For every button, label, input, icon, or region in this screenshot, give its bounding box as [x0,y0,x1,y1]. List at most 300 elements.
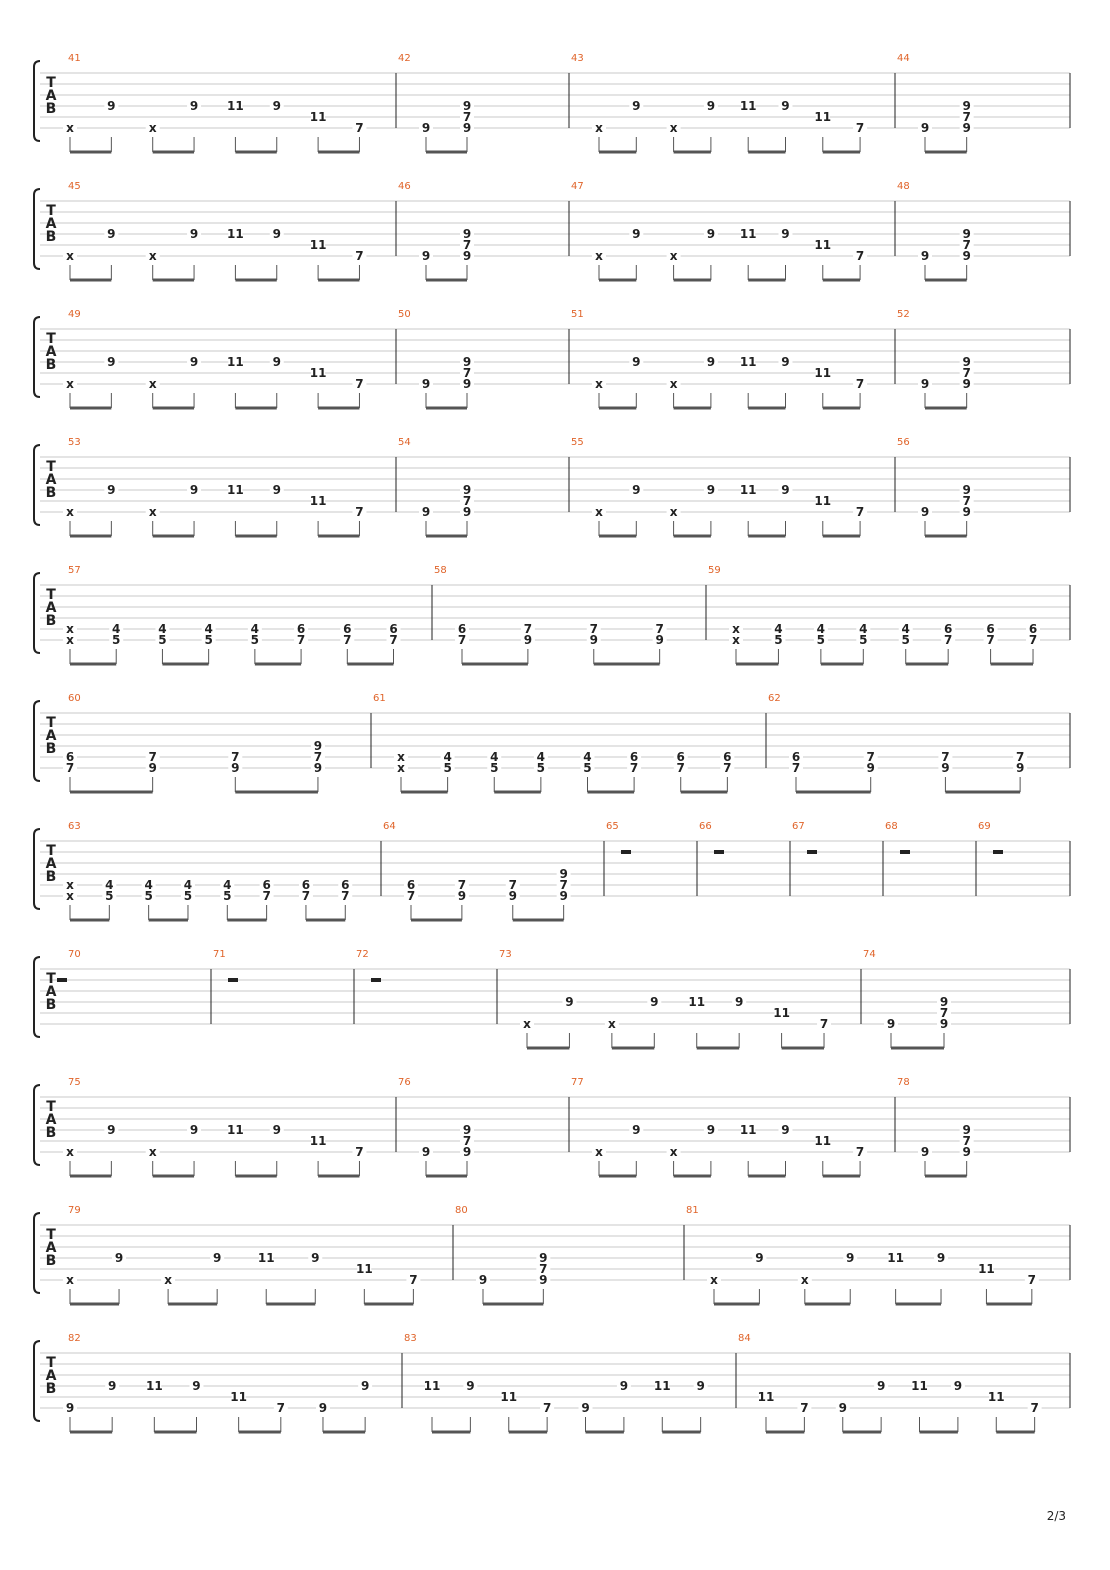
fret-number: 7 [855,1145,865,1159]
fret-number: 9 [781,355,790,369]
tab-clef-letter: B [45,485,57,501]
tab-clef-letter: B [45,869,57,885]
fret-number: 9 [65,1401,75,1415]
fret-number: 9 [632,355,641,369]
fret-number: x [148,505,157,519]
fret-number: 6 [791,750,801,764]
fret-number: 7 [855,377,865,391]
fret-number: 4 [158,622,167,636]
tab-system [34,693,1070,792]
fret-number: 9 [466,1379,475,1393]
fret-number: 9 [1015,761,1025,775]
fret-number: 9 [462,99,472,113]
fret-number: 9 [781,227,790,241]
fret-number: 9 [920,377,930,391]
measure-number: 74 [863,949,876,960]
fret-number: 11 [309,366,327,380]
fret-number: 5 [183,889,193,903]
fret-number: 9 [457,889,467,903]
fret-number: 9 [706,99,716,113]
fret-number: 9 [462,227,472,241]
fret-number: 9 [706,227,716,241]
fret-number: 9 [920,1145,930,1159]
fret-number: x [800,1273,809,1287]
fret-number: 5 [901,633,910,647]
fret-number: 9 [189,227,199,241]
fret-number: 9 [632,483,641,497]
fret-number: 9 [632,1123,641,1137]
tab-clef-letter: A [45,472,57,488]
tab-clef-letter: A [45,984,57,1000]
tab-clef-letter: A [45,600,57,616]
fret-number: 9 [565,995,574,1009]
fret-number: 9 [272,227,281,241]
measure-number: 75 [68,1077,81,1088]
fret-number: 11 [355,1262,373,1276]
measure-number: 77 [571,1077,584,1088]
fret-number: 7 [1027,1273,1037,1287]
measure-number: 67 [792,821,805,832]
fret-number: 11 [423,1379,441,1393]
fret-number: x [66,505,74,519]
fret-number: 9 [462,1123,472,1137]
measure-number: 78 [897,1077,910,1088]
fret-number: 6 [301,878,311,892]
fret-number: 7 [855,505,865,519]
measure-number: 83 [404,1333,417,1344]
tab-system [34,309,1070,408]
fret-number: 4 [105,878,114,892]
fret-number: 11 [757,1390,775,1404]
fret-number: 7 [629,761,639,775]
fret-number: 6 [296,622,306,636]
fret-number: 9 [313,761,323,775]
fret-number: 5 [144,889,153,903]
fret-number: 7 [355,121,364,135]
fret-number: x [397,750,405,764]
fret-number: 11 [739,483,757,497]
fret-number: 7 [559,878,568,892]
tab-clef-letter: T [46,715,56,731]
system-bracket [34,61,40,141]
fret-number: 7 [855,249,865,263]
fret-number: 6 [389,622,398,636]
measure-number: 61 [373,693,386,704]
tab-system [34,821,1070,920]
tab-clef-letter: T [46,587,56,603]
fret-number: 9 [939,995,949,1009]
fret-number: 9 [189,1123,199,1137]
tab-clef-letter: T [46,1355,56,1371]
measure-number: 73 [499,949,512,960]
fret-number: 9 [581,1401,590,1415]
fret-number: x [607,1017,616,1031]
fret-number: 9 [781,483,790,497]
fret-number: 7 [962,238,971,252]
tab-system [34,1205,1070,1304]
fret-number: x [66,1273,74,1287]
fret-number: 7 [1015,750,1025,764]
fret-number: 7 [866,750,875,764]
fret-number: 7 [508,878,517,892]
fret-number: 6 [986,622,995,636]
tab-system [34,565,1070,664]
fret-number: 9 [559,889,568,903]
fret-number: x [66,377,74,391]
fret-number: 9 [189,99,199,113]
measure-number: 59 [708,565,721,576]
fret-number: 11 [145,1379,163,1393]
fret-number: 11 [309,1134,327,1148]
tab-clef-letter: B [45,613,57,629]
fret-number: 5 [105,889,114,903]
tab-clef-letter: A [45,216,57,232]
whole-rest [714,850,724,854]
fret-number: 9 [148,761,157,775]
fret-number: 9 [962,1145,971,1159]
fret-number: 9 [189,355,199,369]
fret-number: 9 [962,377,971,391]
fret-number: 11 [739,355,757,369]
fret-number: 11 [500,1390,518,1404]
fret-number: x [732,633,740,647]
fret-number: 11 [309,494,327,508]
fret-number: 9 [920,121,930,135]
measure-number: 84 [738,1333,751,1344]
tab-clef-letter: T [46,203,56,219]
fret-number: 5 [250,633,260,647]
fret-number: x [595,505,603,519]
fret-number: 6 [676,750,685,764]
fret-number: 7 [1030,1401,1039,1415]
fret-number: 7 [406,889,416,903]
fret-number: 7 [539,1262,548,1276]
fret-number: 7 [723,761,732,775]
fret-number: 11 [227,1123,244,1137]
tab-system [34,1333,1070,1432]
measure-number: 62 [768,693,781,704]
system-bracket [34,189,40,269]
fret-number: 9 [462,377,472,391]
fret-number: 7 [462,494,472,508]
fret-number: 11 [739,227,757,241]
fret-number: 9 [781,99,790,113]
fret-number: 4 [816,622,826,636]
fret-number: 4 [183,878,193,892]
fret-number: x [148,249,157,263]
fret-number: 9 [781,1123,790,1137]
tab-clef-letter: A [45,856,57,872]
fret-number: 6 [723,750,732,764]
fret-number: x [669,505,678,519]
fret-number: x [669,377,678,391]
fret-number: 9 [272,355,281,369]
fret-number: 7 [962,494,971,508]
fret-number: 7 [355,1145,364,1159]
fret-number: 9 [478,1273,488,1287]
fret-number: 7 [589,622,598,636]
fret-number: 9 [421,249,431,263]
fret-number: 9 [311,1251,320,1265]
fret-number: 7 [1028,633,1038,647]
measure-number: 48 [897,181,910,192]
measure-number: 69 [978,821,991,832]
fret-number: 11 [688,995,706,1009]
fret-number: 11 [309,238,327,252]
measure-number: 43 [571,53,584,64]
fret-number: 6 [262,878,271,892]
fret-number: 9 [962,121,971,135]
fret-number: 6 [65,750,75,764]
fret-number: 9 [962,1123,971,1137]
fret-number: x [669,121,678,135]
measure-number: 41 [68,53,81,64]
system-bracket [34,1341,40,1421]
fret-number: 7 [313,750,323,764]
measure-number: 82 [68,1333,81,1344]
whole-rest [993,850,1003,854]
fret-number: 9 [559,867,568,881]
fret-number: 9 [886,1017,896,1031]
fret-number: x [66,1145,74,1159]
tab-clef-letter: A [45,728,57,744]
fret-number: 4 [112,622,121,636]
fret-number: 9 [318,1401,328,1415]
fret-number: 9 [272,483,281,497]
whole-rest [900,850,910,854]
fret-number: 6 [341,878,350,892]
fret-number: 4 [443,750,452,764]
fret-number: 9 [962,99,971,113]
fret-number: 9 [107,1123,116,1137]
fret-number: 9 [107,99,116,113]
fret-number: 7 [943,633,953,647]
measure-number: 80 [455,1205,468,1216]
fret-number: 9 [846,1251,855,1265]
fret-number: 11 [227,227,244,241]
fret-number: 9 [632,99,641,113]
fret-number: 9 [508,889,517,903]
measure-number: 42 [398,53,411,64]
fret-number: 9 [272,1123,281,1137]
fret-number: 7 [343,633,352,647]
tab-clef-letter: A [45,1112,57,1128]
fret-number: 7 [800,1401,809,1415]
fret-number: 11 [814,110,832,124]
fret-number: 9 [107,227,116,241]
fret-number: 5 [443,761,452,775]
fret-number: x [66,878,74,892]
fret-number: 5 [859,633,868,647]
fret-number: x [66,889,74,903]
fret-number: 9 [421,377,431,391]
fret-number: 5 [112,633,121,647]
fret-number: 7 [355,505,364,519]
fret-number: 9 [920,249,930,263]
measure-number: 81 [686,1205,699,1216]
fret-number: 5 [536,761,546,775]
fret-number: 11 [230,1390,248,1404]
fret-number: 9 [462,249,472,263]
fret-number: x [66,249,74,263]
fret-number: 9 [360,1379,370,1393]
measure-number: 72 [356,949,369,960]
system-bracket [34,701,40,781]
tab-clef-letter: T [46,843,56,859]
fret-number: 9 [192,1379,201,1393]
fret-number: 7 [855,121,865,135]
measure-number: 71 [213,949,226,960]
fret-number: 4 [490,750,499,764]
fret-number: 7 [523,622,533,636]
fret-number: 7 [457,633,467,647]
fret-number: 7 [962,110,971,124]
tab-clef-letter: A [45,1240,57,1256]
fret-number: 9 [107,483,116,497]
fret-number: 9 [936,1251,946,1265]
fret-number: 6 [457,622,467,636]
fret-number: 7 [462,366,472,380]
measure-number: 70 [68,949,81,960]
fret-number: 9 [838,1401,847,1415]
fret-number: 5 [583,761,592,775]
tab-system [34,949,1070,1048]
tab-clef-letter: B [45,1381,57,1397]
fret-number: 6 [943,622,953,636]
fret-number: 7 [389,633,398,647]
fret-number: x [66,121,74,135]
fret-number: 5 [490,761,499,775]
fret-number: 11 [227,355,244,369]
fret-number: 9 [421,505,431,519]
fret-number: 4 [774,622,783,636]
fret-number: 7 [462,110,472,124]
tab-clef-letter: A [45,344,57,360]
fret-number: x [66,633,74,647]
fret-number: 5 [774,633,783,647]
measure-number: 51 [571,309,584,320]
fret-number: 11 [739,99,757,113]
tab-clef-letter: B [45,101,57,117]
measure-number: 53 [68,437,81,448]
tab-clef-letter: A [45,1368,57,1384]
fret-number: 9 [313,739,323,753]
fret-number: 11 [739,1123,757,1137]
fret-number: 4 [144,878,153,892]
whole-rest [371,978,381,982]
fret-number: 6 [1028,622,1038,636]
fret-number: 9 [462,121,472,135]
fret-number: 9 [231,761,240,775]
fret-number: 4 [901,622,910,636]
fret-number: 9 [462,505,472,519]
fret-number: 6 [343,622,352,636]
page-number: 2/3 [1046,1509,1066,1523]
fret-number: 11 [887,1251,904,1265]
fret-number: 7 [355,377,364,391]
fret-number: 11 [814,238,832,252]
fret-number: 5 [816,633,826,647]
fret-number: 7 [231,750,240,764]
fret-number: 11 [257,1251,275,1265]
fret-number: 6 [629,750,639,764]
measure-number: 66 [699,821,712,832]
system-bracket [34,445,40,525]
fret-number: x [164,1273,172,1287]
measure-number: 63 [68,821,81,832]
tab-clef-letter: B [45,741,57,757]
fret-number: 7 [791,761,801,775]
fret-number: 9 [421,121,431,135]
measure-number: 58 [434,565,447,576]
measure-number: 64 [383,821,396,832]
measure-number: 55 [571,437,584,448]
system-bracket [34,957,40,1037]
fret-number: 7 [301,889,311,903]
tab-clef-letter: T [46,1099,56,1115]
fret-number: 11 [309,110,327,124]
fret-number: 9 [107,1379,117,1393]
fret-number: 9 [953,1379,963,1393]
fret-number: 11 [227,99,244,113]
fret-number: 9 [876,1379,886,1393]
whole-rest [807,850,817,854]
fret-number: 7 [409,1273,418,1287]
fret-number: 7 [941,750,950,764]
fret-number: 9 [462,1145,472,1159]
fret-number: 4 [583,750,592,764]
tab-clef-letter: T [46,971,56,987]
tab-system [34,53,1070,152]
tab-clef-letter: B [45,1125,57,1141]
measure-number: 65 [606,821,619,832]
fret-number: 5 [223,889,232,903]
fret-number: 7 [676,761,685,775]
fret-number: 9 [962,505,971,519]
fret-number: x [669,249,678,263]
fret-number: x [523,1017,531,1031]
fret-number: 9 [706,483,716,497]
fret-number: x [66,622,74,636]
fret-number: 9 [734,995,744,1009]
fret-number: 4 [223,878,232,892]
fret-number: 9 [706,1123,716,1137]
fret-number: x [148,1145,157,1159]
fret-number: 11 [987,1390,1005,1404]
fret-number: 9 [462,483,472,497]
system-bracket [34,829,40,909]
fret-number: 7 [819,1017,829,1031]
fret-number: 7 [962,1134,971,1148]
fret-number: 7 [962,366,971,380]
fret-number: 9 [114,1251,124,1265]
measure-number: 46 [398,181,411,192]
fret-number: 9 [272,99,281,113]
whole-rest [621,850,631,854]
fret-number: 11 [814,1134,832,1148]
fret-number: 7 [148,750,157,764]
fret-number: 9 [189,483,199,497]
measure-number: 44 [897,53,910,64]
fret-number: 11 [227,483,244,497]
fret-number: 7 [262,889,271,903]
fret-number: 9 [632,227,641,241]
fret-number: 9 [589,633,598,647]
fret-number: x [595,121,603,135]
measure-number: 50 [398,309,411,320]
fret-number: 4 [204,622,213,636]
tab-clef-letter: T [46,331,56,347]
